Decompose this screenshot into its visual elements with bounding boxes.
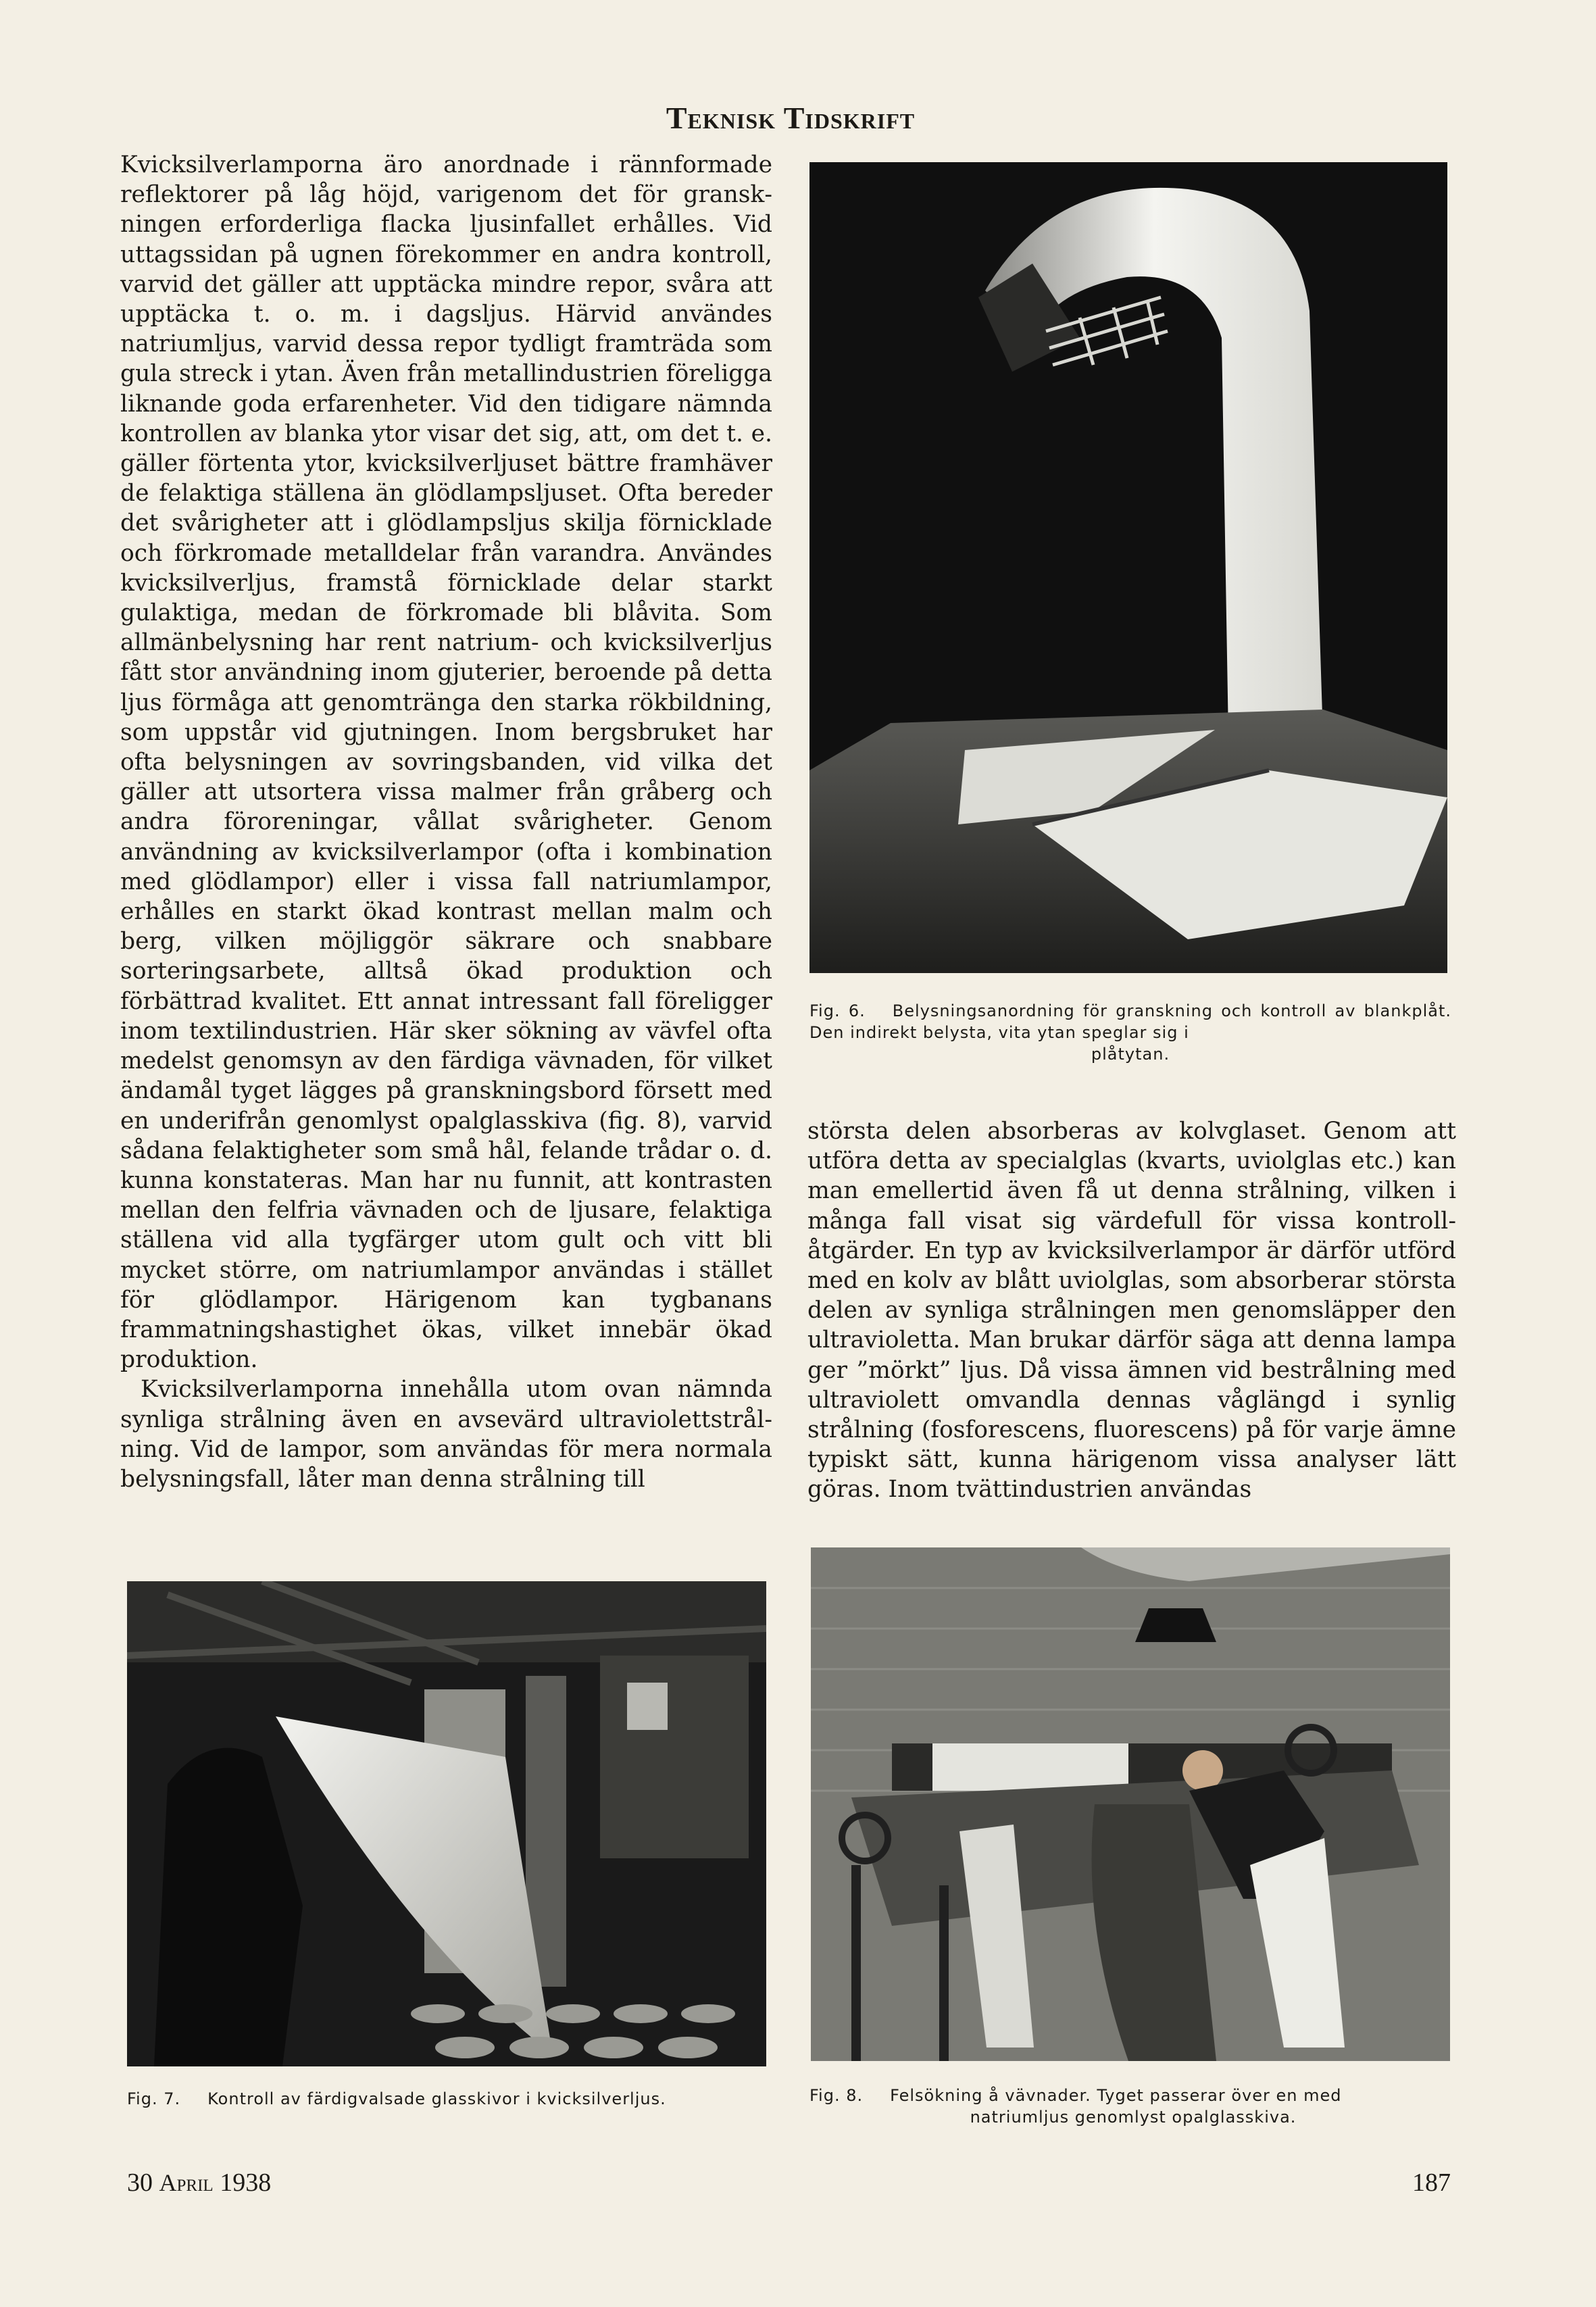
caption-text: Kontroll av färdigvalsade glasskivor i kvicksilverljus. (207, 2089, 666, 2108)
caption-text: Belysningsanordning för granskning och kontroll av blankplåt. Den indirekt belysta, vita ytan speglar sig i (809, 1001, 1451, 1042)
date-day: 30 (127, 2168, 153, 2197)
caption-text: Felsökning å vävnader. Tyget passerar över en med (890, 2086, 1342, 2105)
page-number: 187 (1412, 2168, 1451, 2197)
figure-label: Fig. 7. (127, 2089, 181, 2108)
figure-label: Fig. 6. (809, 1001, 866, 1020)
journal-title: Teknisk Tidskrift (666, 101, 916, 135)
date-year: 1938 (220, 2168, 272, 2197)
caption-text-end: natriumljus genomlyst opalglasskiva. (970, 2108, 1297, 2127)
figure-7-caption (127, 2088, 776, 2110)
caption-text-end: plåtytan. (1091, 1045, 1170, 1064)
figure-8-photo (811, 1547, 1450, 2061)
figure-label: Fig. 8. (809, 2086, 864, 2105)
paragraph: Kvicksilverlamporna innehålla utom ovan nämnda synliga strålning även en avsevärd ultraviolettstrålning. Vid de lampor, som användas för mera normala belysningsfall, låter man denna strålning till (120, 1376, 772, 1493)
issue-date (127, 2168, 271, 2198)
left-text-column (120, 150, 772, 1494)
paragraph: Kvicksilverlamporna äro anordnade i rännformade reflektorer på låg höjd, varigenom det för granskningen erforderliga flacka ljusinfallet erhålles. Vid uttagssidan på ugnen förekommer en andra kontroll, varvid det gäller att upptäcka mindre repor, svåra att upptäcka t. o. m. i dagsljus. Härvid användes natriumljus, varvid dessa repor tydligt framträda som gula streck i ytan. Även från metallindustrien föreligga liknande goda erfarenheter. Vid den tidigare nämnda kontrollen av blanka ytor visar det sig, att, om det t. e. gäller förtenta ytor, kvicksilverljuset bättre framhäver de felaktiga ställena än glödlampsljuset. Ofta bereder det svårigheter att i glödlampsljus skilja förnicklade och förkromade metalldelar från varandra. Användes kvicksilverljus, framstå förnicklade delar starkt gulaktiga, medan de förkromade bli blåvita. Som allmänbelysning har rent natrium- och kvicksilverljus fått stor användning inom gjuterier, beroende på detta ljus förmåga att genomtränga den starka rökbildning, som uppstår vid gjutningen. Inom bergsbruket har ofta belysningen av sovringsbanden, vid vilka det gäller att utsortera vissa malmer från gråberg och andra föroreningar, vållat svårigheter. Genom användning av kvicksilverlampor (ofta i kombination med glödlampor) eller i vissa fall natriumlampor, erhålles en starkt ökad kontrast mellan malm och berg, vilken möjliggör säkrare och snabbare sorteringsarbete, alltså ökad produktion och förbättrad kvalitet. Ett annat intressant fall föreligger inom textilindustrien. Här sker sökning av vävfel ofta medelst genomsyn av den färdiga vävnaden, för vilket ändamål tyget lägges på granskningsbord försett med en underifrån genomlyst opalglasskiva (fig. 8), varvid sådana felaktigheter som små hål, felande trådar o. d. kunna konstateras. Man har nu funnit, att kontrasten mellan den felfria vävnaden och de ljusare, felaktiga ställena vid alla tygfärger utom gult och vitt bli mycket större, om natriumlampor användas i stället för glödlampor. Härigenom kan tygbanans frammatningshastighet ökas, vilket innebär ökad produktion. (120, 151, 772, 1374)
figure-6-photo (809, 162, 1447, 973)
date-month: April (159, 2169, 214, 2196)
right-text-column (807, 1116, 1456, 1505)
figure-8-caption (809, 2085, 1457, 2128)
figure-6-caption (809, 1000, 1451, 1065)
figure-7-photo (127, 1581, 766, 2066)
paragraph: största delen absorberas av kolvglaset. Genom att utföra detta av specialglas (kvarts, uviolglas etc.) kan man emellertid även få ut denna strålning, vilken i många fall visat sig värdefull för vissa kontrollåtgärder. En typ av kvicksilverlampor är därför utförd med en kolv av blått uviolglas, som absorberar största delen av synliga strålningen men genomsläpper den ultravioletta. Man brukar därför säga att denna lampa ger ”mörkt” ljus. Då vissa ämnen vid bestrålning med ultraviolett omvandla dennas våglängd i synlig strålning (fosforescens, fluorescens) på för varje ämne typiskt sätt, kunna härigenom vissa analyser lätt göras. Inom tvättindustrien användas (807, 1118, 1456, 1504)
